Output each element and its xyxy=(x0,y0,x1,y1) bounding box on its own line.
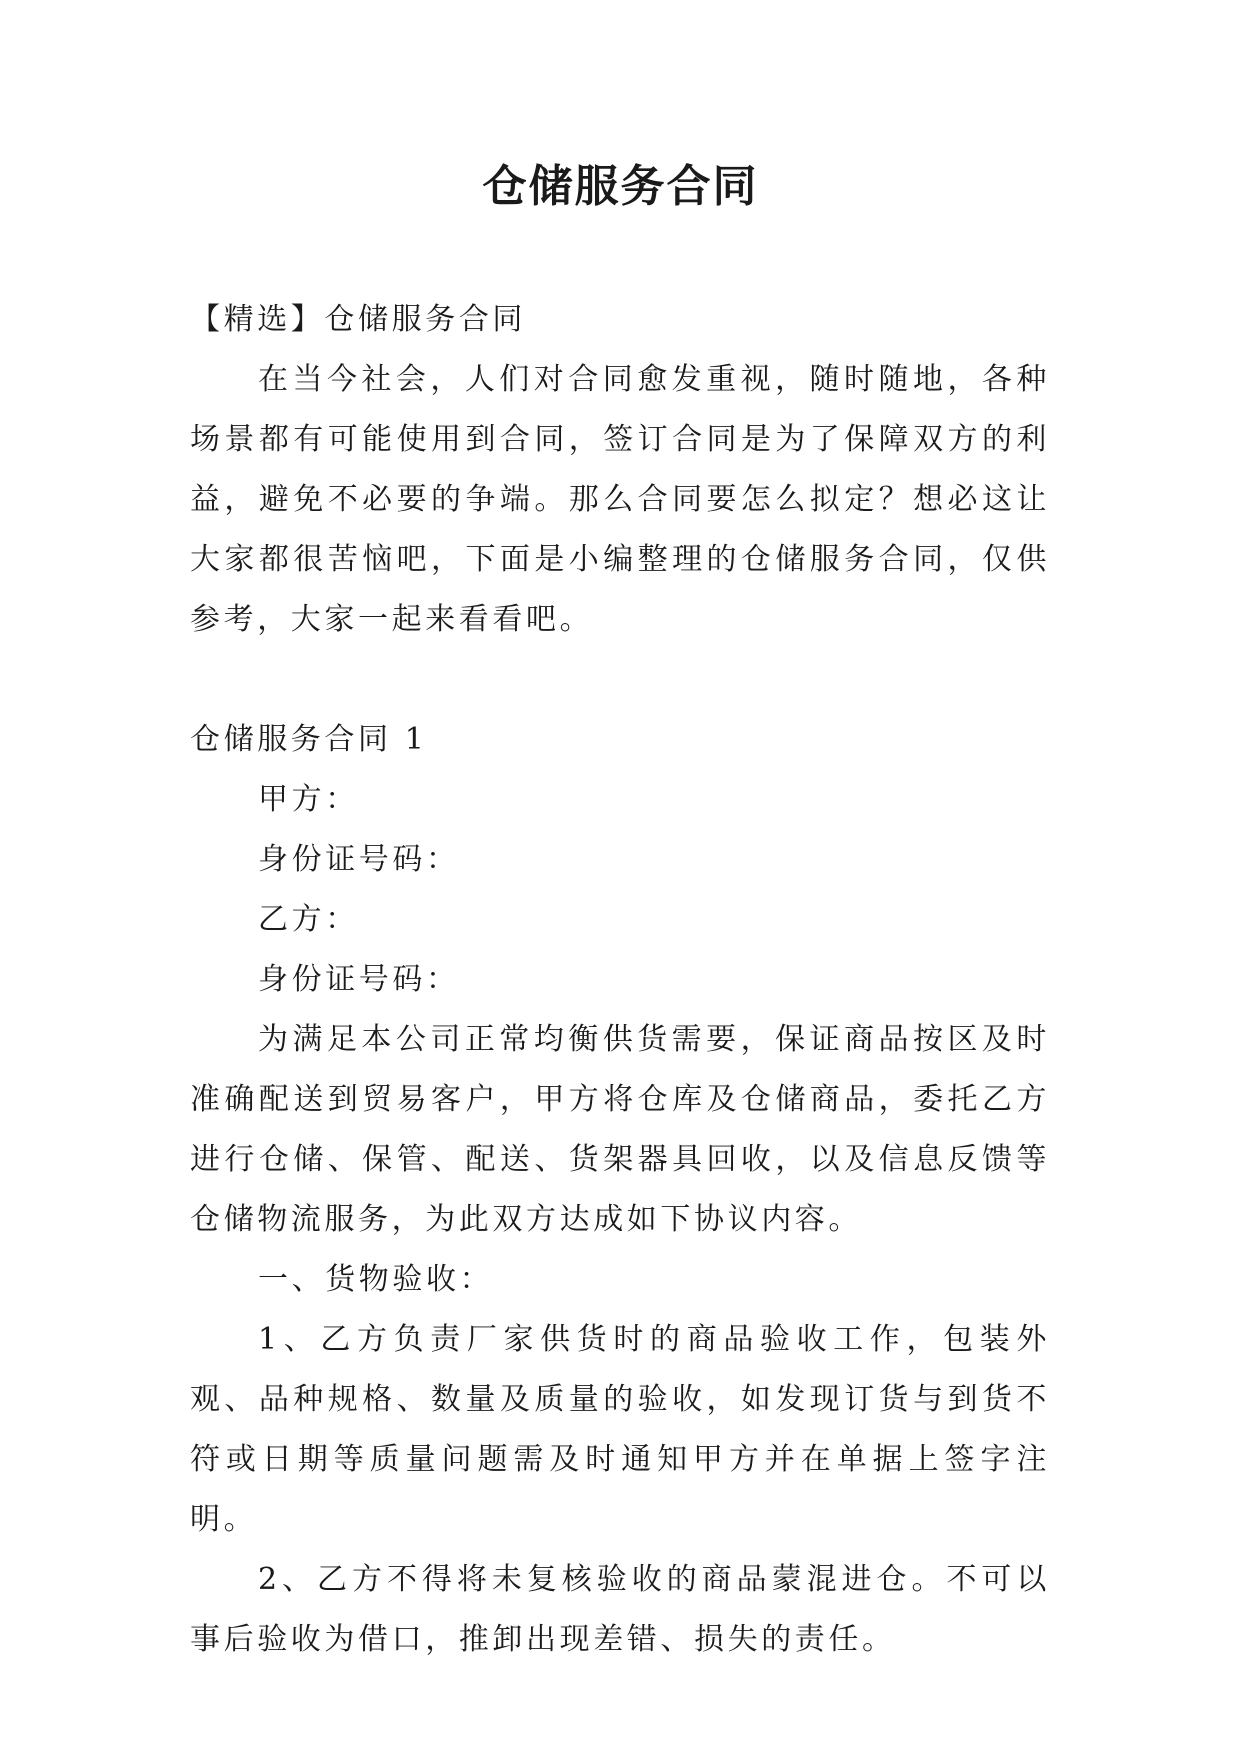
party-a-id-label: 身份证号码： xyxy=(258,842,460,877)
intro-paragraph: 在当今社会，人们对合同愈发重视，随时随地，各种场景都有可能使用到合同，签订合同是为了保障双方的利益，避免不必要的争端。那么合同要怎么拟定？想必这让大家都很苦恼吧，下面是小编整理的仓储服务合同，仅供参考，大家一起来看看吧。 xyxy=(190,362,1050,637)
clause-item: 1、乙方负责厂家供货时的商品验收工作，包装外观、品种规格、数量及质量的验收，如发现订货与到货不符或日期等质量问题需及时通知甲方并在单据上签字注明。 xyxy=(190,1322,1050,1537)
party-a-label: 甲方： xyxy=(258,782,359,817)
document-body xyxy=(190,290,1050,1670)
party-b-label: 乙方： xyxy=(258,902,359,937)
document-title: 仓储服务合同 xyxy=(482,161,759,212)
section-spacer xyxy=(190,650,1050,710)
document-subtitle: 【精选】仓储服务合同 xyxy=(190,302,526,337)
party-b-id-label: 身份证号码： xyxy=(258,962,460,997)
purpose-paragraph: 为满足本公司正常均衡供货需要，保证商品按区及时准确配送到贸易客户，甲方将仓库及仓储商品，委托乙方进行仓储、保管、配送、货架器具回收，以及信息反馈等仓储物流服务，为此双方达成如下协议内容。 xyxy=(190,1022,1050,1237)
clause-item: 2、乙方不得将未复核验收的商品蒙混进仓。不可以事后验收为借口，推卸出现差错、损失的责任。 xyxy=(190,1562,1050,1657)
section-title: 仓储服务合同 1 xyxy=(190,722,428,757)
clause-heading: 一、货物验收： xyxy=(258,1262,494,1297)
